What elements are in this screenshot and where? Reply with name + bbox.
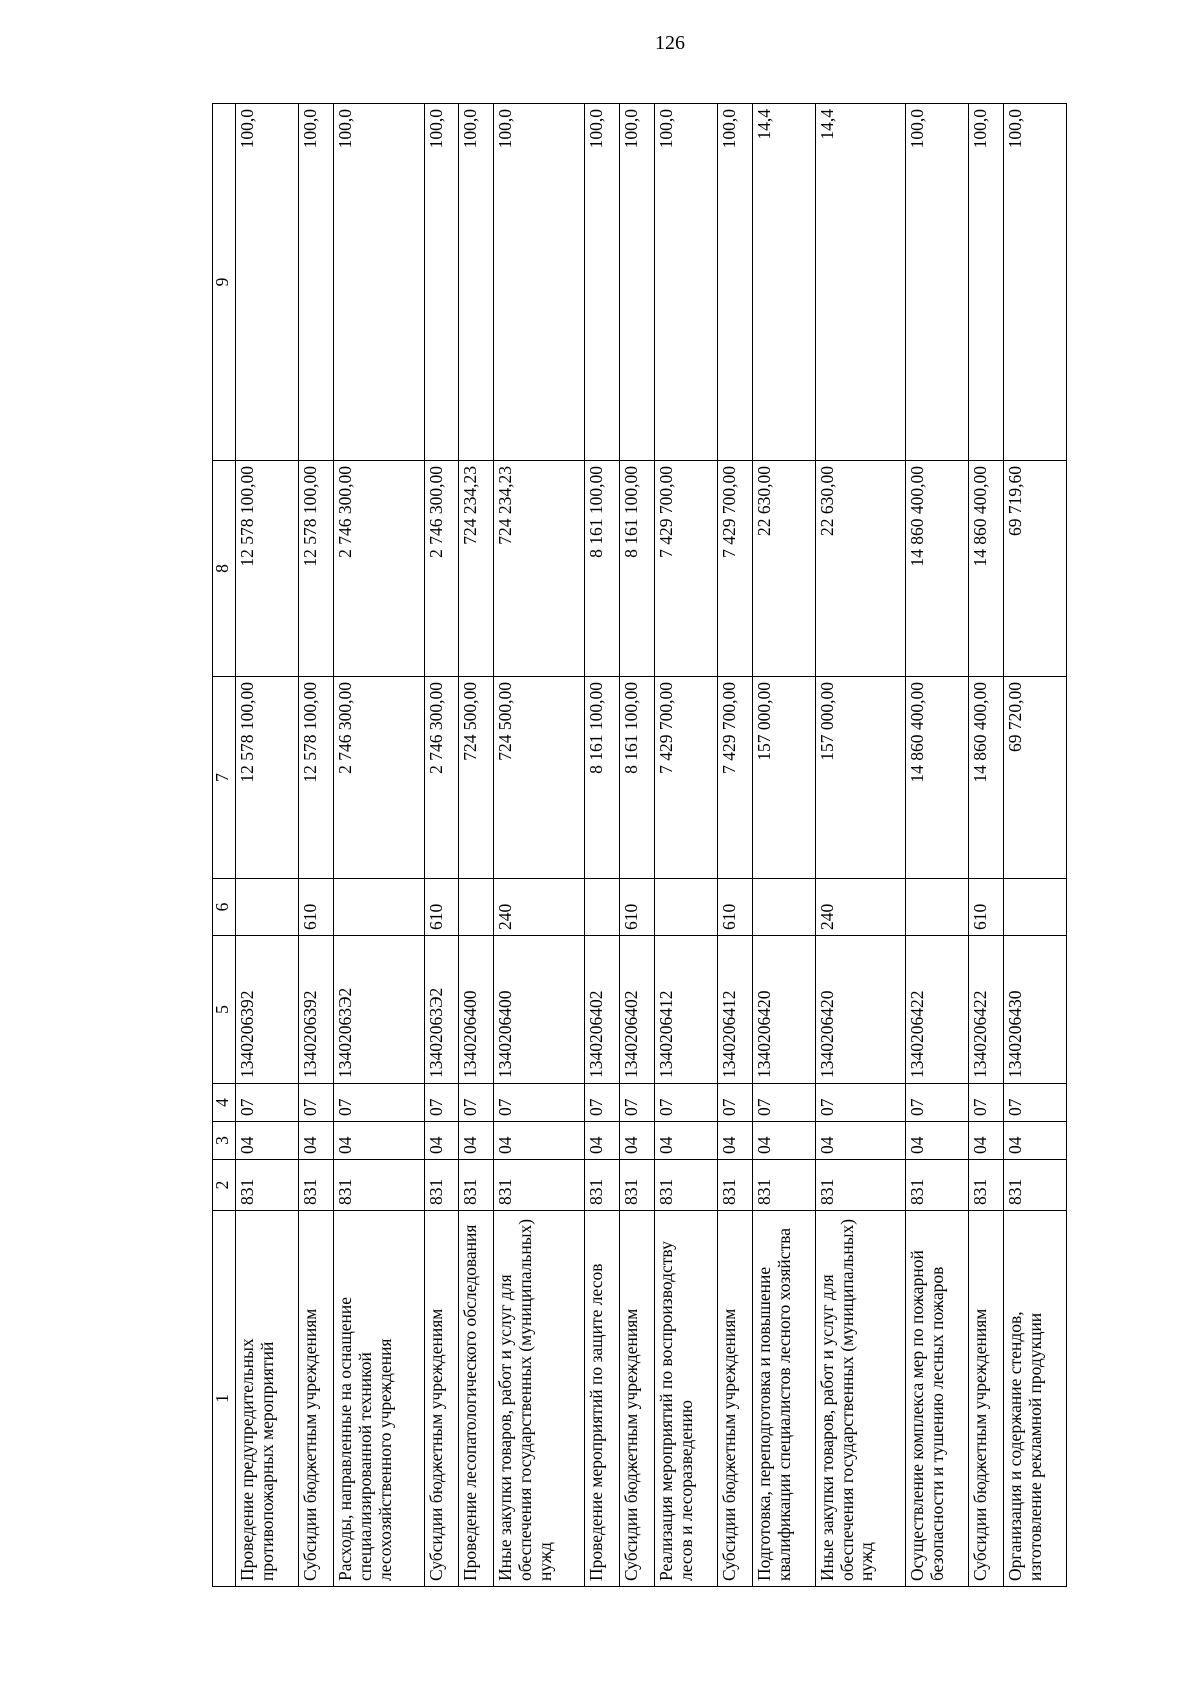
cell-subsection: 07 [236, 1084, 299, 1122]
cell-planned-amount: 2 746 300,00 [333, 677, 424, 879]
cell-expense-type [906, 879, 969, 936]
cell-name: Субсидии бюджетным учреждениям [969, 1211, 1004, 1587]
table-row [906, 104, 969, 1587]
header-cell: 5 [213, 936, 236, 1084]
cell-actual-amount: 14 860 400,00 [906, 461, 969, 677]
cell-ved-code: 831 [585, 1160, 620, 1211]
cell-actual-amount: 8 161 100,00 [585, 461, 620, 677]
cell-name: Субсидии бюджетным учреждениям [620, 1211, 655, 1587]
cell-expense-type: 610 [298, 879, 333, 936]
cell-execution-percent: 100,0 [459, 104, 494, 461]
page-number: 126 [655, 32, 685, 54]
cell-planned-amount: 12 578 100,00 [236, 677, 299, 879]
cell-target-article: 13402063Э2 [333, 936, 424, 1084]
cell-target-article: 13402063Э2 [424, 936, 459, 1084]
cell-subsection: 07 [717, 1084, 752, 1122]
cell-subsection: 07 [424, 1084, 459, 1122]
cell-ved-code: 831 [1004, 1160, 1067, 1211]
cell-expense-type [1004, 879, 1067, 936]
cell-name: Организация и содержание стендов, изготовление рекламной продукции [1004, 1211, 1067, 1587]
cell-section: 04 [906, 1122, 969, 1160]
cell-planned-amount: 7 429 700,00 [717, 677, 752, 879]
cell-expense-type [236, 879, 299, 936]
cell-expense-type: 610 [717, 879, 752, 936]
table-row [459, 104, 494, 1587]
cell-target-article: 1340206422 [969, 936, 1004, 1084]
cell-target-article: 1340206400 [459, 936, 494, 1084]
cell-execution-percent: 100,0 [969, 104, 1004, 461]
cell-actual-amount: 7 429 700,00 [654, 461, 717, 677]
cell-execution-percent: 14,4 [815, 104, 906, 461]
cell-ved-code: 831 [969, 1160, 1004, 1211]
cell-actual-amount: 2 746 300,00 [333, 461, 424, 677]
cell-actual-amount: 69 719,60 [1004, 461, 1067, 677]
cell-ved-code: 831 [654, 1160, 717, 1211]
header-cell: 6 [213, 879, 236, 936]
cell-ved-code: 831 [459, 1160, 494, 1211]
cell-ved-code: 831 [298, 1160, 333, 1211]
cell-subsection: 07 [459, 1084, 494, 1122]
table-row [333, 104, 424, 1587]
cell-name: Подготовка, переподготовка и повышение квалификации специалистов лесного хозяйства [752, 1211, 815, 1587]
cell-actual-amount: 14 860 400,00 [969, 461, 1004, 677]
cell-target-article: 1340206402 [620, 936, 655, 1084]
cell-ved-code: 831 [333, 1160, 424, 1211]
cell-execution-percent: 100,0 [717, 104, 752, 461]
cell-target-article: 1340206392 [236, 936, 299, 1084]
cell-name: Проведение мероприятий по защите лесов [585, 1211, 620, 1587]
cell-subsection: 07 [969, 1084, 1004, 1122]
cell-target-article: 1340206420 [752, 936, 815, 1084]
cell-subsection: 07 [494, 1084, 585, 1122]
cell-actual-amount: 8 161 100,00 [620, 461, 655, 677]
table-row [815, 104, 906, 1587]
header-row [213, 104, 236, 1587]
header-cell: 3 [213, 1122, 236, 1160]
cell-planned-amount: 8 161 100,00 [620, 677, 655, 879]
cell-execution-percent: 14,4 [752, 104, 815, 461]
table-row [494, 104, 585, 1587]
table-row [717, 104, 752, 1587]
cell-expense-type [752, 879, 815, 936]
cell-name: Осуществление комплекса мер по пожарной безопасности и тушению лесных пожаров [906, 1211, 969, 1587]
cell-execution-percent: 100,0 [424, 104, 459, 461]
cell-execution-percent: 100,0 [1004, 104, 1067, 461]
cell-name: Субсидии бюджетным учреждениям [717, 1211, 752, 1587]
cell-expense-type [459, 879, 494, 936]
cell-name: Реализация мероприятий по воспроизводству лесов и лесоразведению [654, 1211, 717, 1587]
table-row [236, 104, 299, 1587]
table-row [298, 104, 333, 1587]
cell-ved-code: 831 [717, 1160, 752, 1211]
cell-expense-type [585, 879, 620, 936]
cell-planned-amount: 724 500,00 [494, 677, 585, 879]
table-row [654, 104, 717, 1587]
cell-ved-code: 831 [815, 1160, 906, 1211]
cell-expense-type: 610 [969, 879, 1004, 936]
cell-target-article: 1340206420 [815, 936, 906, 1084]
cell-target-article: 1340206412 [717, 936, 752, 1084]
cell-actual-amount: 12 578 100,00 [298, 461, 333, 677]
cell-target-article: 1340206412 [654, 936, 717, 1084]
cell-target-article: 1340206430 [1004, 936, 1067, 1084]
cell-name: Проведение лесопатологического обследования [459, 1211, 494, 1587]
cell-subsection: 07 [1004, 1084, 1067, 1122]
table-row [1004, 104, 1067, 1587]
cell-ved-code: 831 [752, 1160, 815, 1211]
cell-ved-code: 831 [620, 1160, 655, 1211]
cell-section: 04 [717, 1122, 752, 1160]
cell-planned-amount: 8 161 100,00 [585, 677, 620, 879]
cell-section: 04 [236, 1122, 299, 1160]
cell-subsection: 07 [906, 1084, 969, 1122]
cell-expense-type: 240 [494, 879, 585, 936]
cell-name: Иные закупки товаров, работ и услуг для обеспечения государственных (муниципальных) нужд [815, 1211, 906, 1587]
cell-planned-amount: 14 860 400,00 [969, 677, 1004, 879]
cell-section: 04 [1004, 1122, 1067, 1160]
cell-actual-amount: 724 234,23 [459, 461, 494, 677]
cell-name: Субсидии бюджетным учреждениям [424, 1211, 459, 1587]
cell-execution-percent: 100,0 [620, 104, 655, 461]
cell-subsection: 07 [298, 1084, 333, 1122]
cell-planned-amount: 69 720,00 [1004, 677, 1067, 879]
cell-execution-percent: 100,0 [494, 104, 585, 461]
cell-expense-type: 610 [620, 879, 655, 936]
cell-planned-amount: 2 746 300,00 [424, 677, 459, 879]
cell-section: 04 [654, 1122, 717, 1160]
cell-actual-amount: 12 578 100,00 [236, 461, 299, 677]
table-row [585, 104, 620, 1587]
budget-table-rotated [212, 104, 1067, 1587]
cell-actual-amount: 22 630,00 [752, 461, 815, 677]
header-cell: 4 [213, 1084, 236, 1122]
cell-subsection: 07 [752, 1084, 815, 1122]
cell-ved-code: 831 [906, 1160, 969, 1211]
cell-ved-code: 831 [236, 1160, 299, 1211]
table-row [752, 104, 815, 1587]
header-cell: 8 [213, 461, 236, 677]
cell-expense-type [654, 879, 717, 936]
header-cell: 9 [213, 104, 236, 461]
cell-execution-percent: 100,0 [298, 104, 333, 461]
cell-target-article: 1340206400 [494, 936, 585, 1084]
cell-subsection: 07 [620, 1084, 655, 1122]
cell-ved-code: 831 [494, 1160, 585, 1211]
cell-section: 04 [585, 1122, 620, 1160]
cell-planned-amount: 14 860 400,00 [906, 677, 969, 879]
cell-subsection: 07 [333, 1084, 424, 1122]
cell-name: Субсидии бюджетным учреждениям [298, 1211, 333, 1587]
table-body [213, 104, 1067, 1587]
cell-planned-amount: 724 500,00 [459, 677, 494, 879]
cell-target-article: 1340206422 [906, 936, 969, 1084]
cell-expense-type: 610 [424, 879, 459, 936]
cell-actual-amount: 7 429 700,00 [717, 461, 752, 677]
cell-section: 04 [969, 1122, 1004, 1160]
cell-execution-percent: 100,0 [906, 104, 969, 461]
cell-ved-code: 831 [424, 1160, 459, 1211]
cell-execution-percent: 100,0 [236, 104, 299, 461]
cell-section: 04 [494, 1122, 585, 1160]
header-cell: 7 [213, 677, 236, 879]
table-row [620, 104, 655, 1587]
cell-target-article: 1340206402 [585, 936, 620, 1084]
table-row [969, 104, 1004, 1587]
header-cell: 2 [213, 1160, 236, 1211]
cell-section: 04 [298, 1122, 333, 1160]
cell-name: Иные закупки товаров, работ и услуг для обеспечения государственных (муниципальных) нужд [494, 1211, 585, 1587]
cell-planned-amount: 157 000,00 [752, 677, 815, 879]
cell-execution-percent: 100,0 [654, 104, 717, 461]
cell-subsection: 07 [815, 1084, 906, 1122]
cell-planned-amount: 7 429 700,00 [654, 677, 717, 879]
budget-table [212, 103, 1067, 1587]
table-row [424, 104, 459, 1587]
cell-execution-percent: 100,0 [333, 104, 424, 461]
cell-target-article: 1340206392 [298, 936, 333, 1084]
cell-section: 04 [620, 1122, 655, 1160]
cell-planned-amount: 157 000,00 [815, 677, 906, 879]
cell-actual-amount: 2 746 300,00 [424, 461, 459, 677]
cell-section: 04 [752, 1122, 815, 1160]
cell-section: 04 [424, 1122, 459, 1160]
cell-actual-amount: 22 630,00 [815, 461, 906, 677]
cell-section: 04 [459, 1122, 494, 1160]
header-cell: 1 [213, 1211, 236, 1587]
cell-name: Расходы, направленные на оснащение специализированной техникой лесохозяйственного учреждения [333, 1211, 424, 1587]
cell-planned-amount: 12 578 100,00 [298, 677, 333, 879]
cell-expense-type [333, 879, 424, 936]
cell-section: 04 [815, 1122, 906, 1160]
cell-section: 04 [333, 1122, 424, 1160]
cell-actual-amount: 724 234,23 [494, 461, 585, 677]
cell-subsection: 07 [654, 1084, 717, 1122]
cell-subsection: 07 [585, 1084, 620, 1122]
cell-execution-percent: 100,0 [585, 104, 620, 461]
cell-name: Проведение предупредительных противопожарных мероприятий [236, 1211, 299, 1587]
cell-expense-type: 240 [815, 879, 906, 936]
